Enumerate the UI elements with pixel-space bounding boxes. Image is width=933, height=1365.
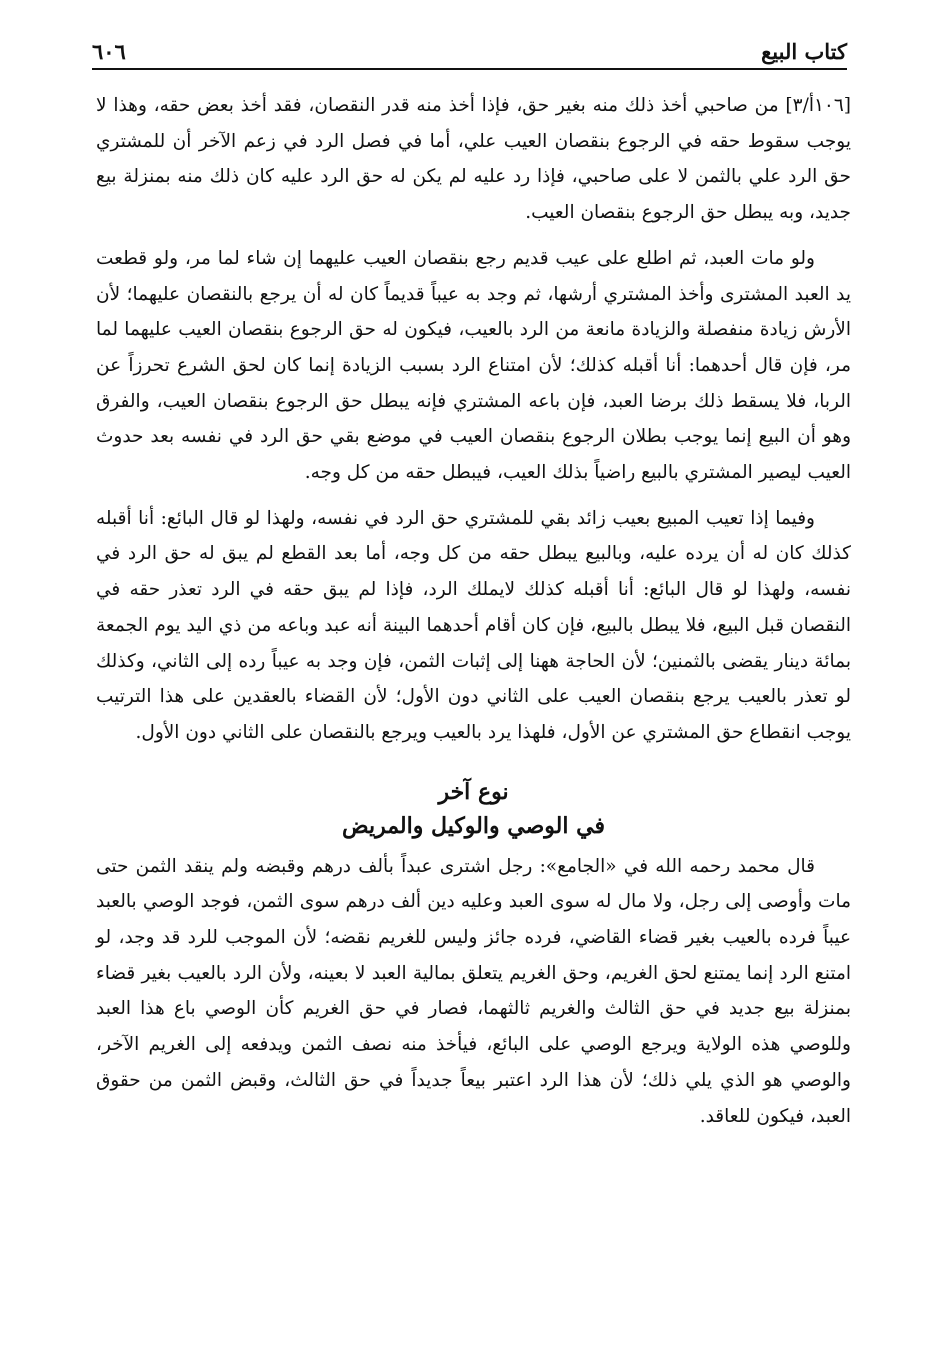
paragraph-gap	[96, 231, 851, 241]
running-header	[92, 30, 847, 70]
book-title: كتاب البيع	[761, 39, 847, 64]
page-number: ٦٠٦	[92, 39, 126, 64]
paragraph-4: قال محمد رحمه الله في «الجامع»: رجل اشترى عبداً بألف درهم وقبضه ولم ينقد الثمن حتى مات وأوصى إلى رجل، ولا مال له سوى العبد وعليه دين ألف درهم سوى الثمن، فوجد الوصي بالعبد عيباً فرده بالعيب بغير قضاء القاضي، فرده جائز وليس للغريم نقضه؛ لأن الموجب للرد قد وجد، لو امتنع الرد إنما يمتنع لحق الغريم، وحق الغريم يتعلق بمالية العبد لا بعينه، ولأن الرد بالعيب بغير قضاء بمنزلة بيع جديد في حق الثالث والغريم ثالثهما، فصار في حق الغريم كأن الوصي باع هذا العبد وللوصي هذه الولاية ويرجع الوصي على البائع، فيأخذ منه نصف الثمن ويدفعه إلى الغريم الآخر، والوصي هو الذي يلي ذلك؛ لأن هذا الرد اعتبر بيعاً جديداً في حق الثالث، وقبض الثمن من حقوق العبد، فيكون للعاقد.	[96, 855, 851, 1127]
paragraph-3: وفيما إذا تعيب المبيع بعيب زائد بقي للمشتري حق الرد في نفسه، ولهذا لو قال البائع: أنا أقبله كذلك كان له أن يرده عليه، وبالبيع يبطل حقه من كل وجه، أما بعد القطع لم يبق له حق الرد في نفسه، ولهذا لو قال البائع: أنا أقبله كذلك لايملك الرد، فإذا لم يبق حقه في الرد تعذر حقه في النقصان قبل البيع، فلا يبطل بالبيع، فإن كان أقام أحدهما البينة أنه عبد وباعه من ذي اليد يوم الجمعة بمائة دينار يقضى بالثمنين؛ لأن الحاجة ههنا إلى إثبات الثمن، فإن وجد به عيباً رده إلى الثاني، وكذلك لو تعذر بالعيب يرجع بنقصان العيب على الثاني دون الأول؛ لأن القضاء بالعقدين على هذا الترتيب يوجب انقطاع حق المشتري عن الأول، فلهذا يرد بالعيب ويرجع بالنقصان على الثاني دون الأول.	[96, 507, 851, 743]
section-heading: نوع آخر	[438, 778, 509, 805]
section-subheading: في الوصي والوكيل والمريض	[342, 812, 605, 839]
paragraph-2: ولو مات العبد، ثم اطلع على عيب قديم رجع بنقصان العيب عليهما إن شاء لما مر، ولو قطعت يد العبد المشترى وأخذ المشتري أرشها، ثم وجد به عيباً قديماً كان له أن يرجع بالنقصان عليهما؛ لأن الأرش زيادة منفصلة والزيادة مانعة من الرد بالعيب، فيكون له حق الرجوع بنقصان العيب عليهما لما مر، فإن قال أحدهما: أنا أقبله كذلك؛ لأن امتناع الرد بسبب الزيادة إنما كان لحق الشرع تحرزاً عن الربا، فلا يسقط ذلك برضا العبد، فإن باعه المشتري فإنه يبطل حق الرجوع بنقصان العيب، والفرق وهو أن البيع إنما يوجب بطلان الرجوع بنقصان العيب في موضع بقي حق الرد في نفسه بعد حدوث العيب ليصير المشتري بالبيع راضياً بذلك العيب، فيبطل حقه من كل وجه.	[96, 247, 851, 484]
paragraph-gap	[96, 491, 851, 501]
paragraph-1: [١٠٦أ/٣] من صاحبي أخذ ذلك منه بغير حق، فإذا أخذ منه قدر النقصان، فقد أخذ بعض حقه، وهذا لا يوجب سقوط حقه في الرجوع بنقصان العيب علي، أما في فصل الرد في زعم الآخر أن للمشتري حق الرد علي بالثمن لا على صاحبي، فإذا رد عليه لم يكن له حق الرد عليه كان ذلك منه بمنزلة بيع جديد، وبه يبطل حق الرجوع بنقصان العيب.	[96, 95, 851, 224]
page-body	[96, 88, 851, 1134]
